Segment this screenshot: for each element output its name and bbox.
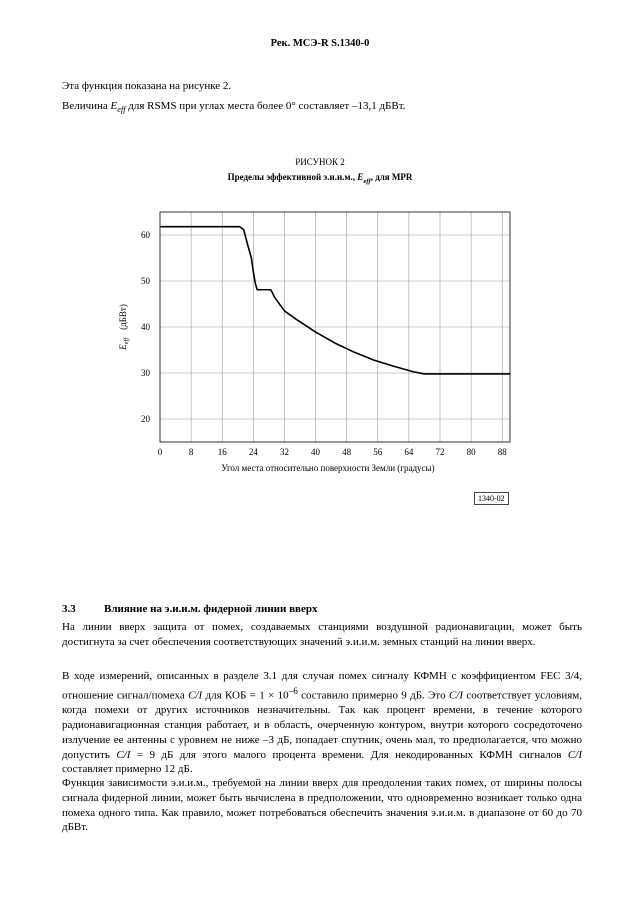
ci-symbol-4: C/I: [567, 748, 582, 761]
grid: [160, 212, 510, 442]
y-axis-symbol: E: [118, 344, 128, 350]
y-tick-label: 50: [141, 276, 150, 286]
x-tick-label: 72: [435, 447, 445, 457]
y-axis-unit: (дБВт): [118, 304, 128, 330]
x-tick-label: 64: [404, 447, 414, 457]
y-tick-label: 60: [141, 230, 150, 240]
tick-labels: [141, 230, 507, 457]
figure-title: [0, 172, 640, 185]
x-tick-label: 40: [311, 447, 321, 457]
p4-text-1: В ходе измерений, описанных в разделе 3.1 для случая помех сигналу КФМН с коэффициентом FEC 3/4, отношение сигнал/помеха: [62, 670, 582, 702]
ber-exponent: –6: [288, 685, 298, 696]
intro-paragraph-1: Эта функция показана на рисунке 2.: [62, 80, 232, 92]
x-tick-label: 0: [157, 447, 163, 457]
page-header: Рек. МСЭ-R S.1340-0: [270, 38, 370, 49]
figure-number: РИСУНОК 2: [295, 157, 345, 167]
x-tick-label: 32: [279, 447, 289, 457]
x-tick-label: 48: [342, 447, 352, 457]
figure-title-symbol: E: [357, 172, 364, 182]
x-tick-label: 8: [188, 447, 194, 457]
figure-title-post: , для MPR: [370, 172, 413, 182]
intro-paragraph-2: [62, 99, 582, 118]
ci-symbol-3: C/I: [116, 748, 131, 761]
x-axis-label: Угол места относительно поверхности Земли (градусы): [221, 463, 435, 473]
p4-text-3: составило примерно 9 дБ. Это: [297, 689, 449, 702]
ci-symbol-2: C/I: [448, 689, 463, 702]
intro-text-post: для RSMS при углах места более 0° составляет –13,1 дБВт.: [125, 100, 406, 112]
eeff-series-line: [160, 227, 510, 374]
section-number: 3.3: [62, 603, 76, 615]
y-tick-label: 40: [141, 322, 150, 332]
x-tick-label: 16: [217, 447, 227, 457]
section-title: Влияние на э.и.и.м. фидерной линии вверх: [104, 603, 318, 615]
figure-title-pre: Пределы эффективной э.и.и.м.,: [227, 172, 358, 182]
p4-text-4: соответствует условиям, когда помехи от других источников незначительны. Так как процент времени, в течение которого радионавигационная станция работает, и в область, очерченную контуром, внутри которого сосредоточено излучение ее антенны с уровнем не ниже –3 дБ, попадает спутник, очень мал, то предполагается, что можно допустить: [62, 689, 582, 761]
intro-text-pre: Величина: [62, 100, 111, 112]
eeff-symbol: E: [110, 100, 118, 112]
x-tick-label: 88: [497, 447, 507, 457]
p4-text-6: составляет примерно 12 дБ.: [62, 763, 193, 776]
section-heading: [62, 603, 317, 615]
y-axis-label: [118, 304, 130, 351]
paragraph-5: Функция зависимости э.и.и.м., требуемой на линии вверх для преодоления таких помех, от ширины полосы сигнала фидерной линии, может быть вычислена в предположении, что одновременно возникает только одна помеха одного типа. Как правило, может потребоваться обеспечить значения э.и.и.м. в диапазоне от 60 до 70 дБВт.: [62, 777, 582, 834]
paragraph-3: На линии вверх защита от помех, создаваемых станциями воздушной радионавигации, может быть достигнута за счет обеспечения соответствующих значений э.и.и.м. земных станций на линии вверх.: [62, 621, 582, 648]
x-tick-label: 80: [466, 447, 476, 457]
p4-text-2: для КОБ = 1 × 10: [202, 689, 289, 702]
eeff-subscript: eff: [117, 105, 126, 115]
y-tick-label: 20: [141, 414, 150, 424]
x-tick-label: 56: [373, 447, 383, 457]
ci-symbol-1: C/I: [188, 689, 203, 702]
paragraph-4: [62, 669, 582, 777]
eeff-chart: [0, 200, 640, 490]
y-tick-label: 30: [141, 368, 150, 378]
x-tick-label: 24: [248, 447, 258, 457]
y-axis-subscript: eff: [123, 337, 130, 345]
figure-code: 1340-02: [474, 492, 509, 505]
figure-title-subscript: eff: [363, 177, 371, 185]
p4-text-5: = 9 дБ для этого малого процента времени. Для некодированных КФМН сигналов: [130, 748, 568, 761]
